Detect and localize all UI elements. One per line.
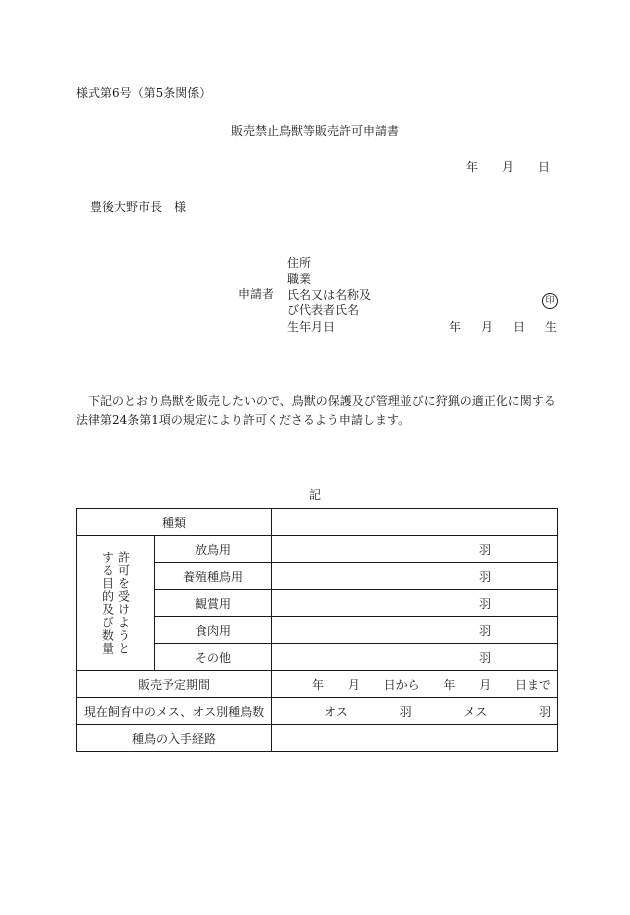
birthdate-parts <box>449 320 557 334</box>
date-year: 年 <box>466 160 479 174</box>
purpose-ornamental-qty[interactable] <box>272 590 558 617</box>
birthdate-label: 生年月日 <box>287 320 336 334</box>
name-label-line2: び代表者氏名 <box>287 303 360 317</box>
applicant-label: 申請者 <box>238 287 275 301</box>
document-title: 販売禁止鳥獣等販売許可申請書 <box>230 124 399 138</box>
count-unit1: 羽 <box>399 704 412 719</box>
count-label: 現在飼育中のメス、オス別種鳥数 <box>77 698 272 725</box>
note-mark: 記 <box>308 488 321 502</box>
purpose-breeding: 養殖種鳥用 <box>155 563 272 590</box>
count-male: オス <box>324 704 348 719</box>
count-row <box>77 698 558 725</box>
birth-suffix: 生 <box>544 320 557 334</box>
species-value[interactable] <box>272 509 558 536</box>
application-date <box>466 160 550 174</box>
birth-year: 年 <box>449 320 462 334</box>
count-value[interactable] <box>272 698 558 725</box>
period-year2: 年 <box>443 677 456 692</box>
period-row <box>77 671 558 698</box>
purpose-other-qty[interactable] <box>272 644 558 671</box>
species-row <box>77 509 558 536</box>
birth-month: 月 <box>480 320 493 334</box>
purpose-breeding-qty[interactable] <box>272 563 558 590</box>
seal-mark: 印 <box>542 293 558 309</box>
source-row <box>77 725 558 752</box>
unit: 羽 <box>479 650 492 665</box>
count-female: メス <box>463 704 488 719</box>
unit: 羽 <box>479 542 492 557</box>
application-table <box>76 508 558 752</box>
purpose-release-qty[interactable] <box>272 536 558 563</box>
addressee: 豊後大野市長 様 <box>90 200 187 214</box>
species-label: 種類 <box>77 509 272 536</box>
unit: 羽 <box>479 623 492 638</box>
purpose-label-col1: 許可を受けようと <box>116 551 131 655</box>
purpose-ornamental: 観賞用 <box>155 590 272 617</box>
form-number: 様式第6号（第5条関係） <box>76 86 212 100</box>
period-year1: 年 <box>312 677 325 692</box>
date-month: 月 <box>501 160 514 174</box>
request-statement: 下記のとおり鳥獣を販売したいので、鳥獣の保護及び管理並びに狩猟の適正化に関する法律第24条第1項の規定により許可くださるよう申請します。 <box>76 394 556 427</box>
date-day: 日 <box>537 160 550 174</box>
purpose-meat-qty[interactable] <box>272 617 558 644</box>
birth-day: 日 <box>512 320 525 334</box>
period-month2: 月 <box>479 677 492 692</box>
purpose-release: 放鳥用 <box>155 536 272 563</box>
period-label: 販売予定期間 <box>77 671 272 698</box>
period-until: 日まで <box>515 677 552 692</box>
source-label: 種鳥の入手経路 <box>77 725 272 752</box>
purpose-label-col2: する目的及び数量 <box>100 551 115 655</box>
unit: 羽 <box>479 596 492 611</box>
occupation-label: 職業 <box>287 272 312 286</box>
source-value[interactable] <box>272 725 558 752</box>
purpose-other: その他 <box>155 644 272 671</box>
purpose-meat: 食肉用 <box>155 617 272 644</box>
purpose-label <box>77 536 155 671</box>
unit: 羽 <box>479 569 492 584</box>
address-label: 住所 <box>287 256 312 270</box>
count-unit2: 羽 <box>539 704 552 719</box>
period-from: 日から <box>383 677 420 692</box>
period-value[interactable] <box>272 671 558 698</box>
purpose-row <box>77 536 558 563</box>
name-label-line1: 氏名又は名称及 <box>287 288 372 302</box>
period-month1: 月 <box>347 677 360 692</box>
